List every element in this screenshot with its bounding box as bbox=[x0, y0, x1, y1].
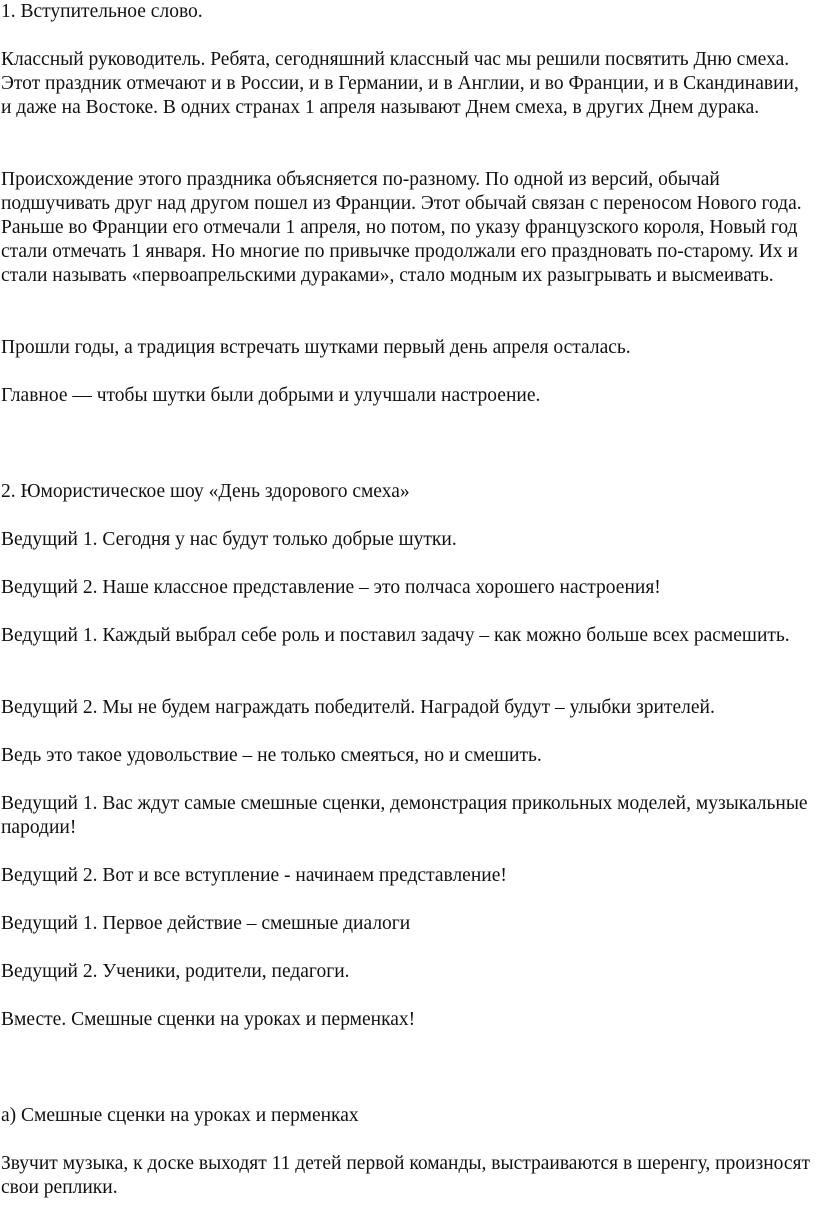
paragraph-pleasure: Ведь это такое удовольствие – не только смеяться, но и смешить. bbox=[1, 745, 542, 766]
paragraph-host2-line2: Ведущий 2. Мы не будем награждать победителй. Наградой будут – улыбки зрителей. bbox=[1, 697, 715, 718]
paragraph-origin: Происхождение этого праздника объясняется по-разному. По одной из версий, обычай подшучивать друг над другом пошел из Франции. Этот обычай связан с переносом Нового года. Раньше во Франции его отмечали 1 апреля, но потом, по указу французского короля, Новый год стали отмечать 1 января. Но многие по привычке продолжали его праздновать по-старому. Их и стали называть «первоапрельскими дураками», стало модным их разыгрывать и высмеивать. bbox=[1, 169, 802, 286]
paragraph-tradition: Прошли годы, а традиция встречать шутками первый день апреля осталась. bbox=[1, 337, 631, 358]
paragraph-main-point: Главное — чтобы шутки были добрыми и улучшали настроение. bbox=[1, 385, 541, 406]
paragraph-host1-line2: Ведущий 1. Каждый выбрал себе роль и поставил задачу – как можно больше всех расмешить. bbox=[1, 625, 790, 646]
paragraph-together: Вместе. Смешные сценки на уроках и перменках! bbox=[1, 1009, 416, 1030]
paragraph-music: Звучит музыка, к доске выходят 11 детей первой команды, выстраиваются в шеренгу, произносят свои реплики. bbox=[1, 1153, 811, 1198]
paragraph-host2-line3: Ведущий 2. Вот и все вступление - начинаем представление! bbox=[1, 865, 507, 886]
paragraph-host1-line1: Ведущий 1. Сегодня у нас будут только добрые шутки. bbox=[1, 529, 457, 550]
paragraph-intro-heading: 1. Вступительное слово. bbox=[1, 1, 203, 22]
paragraph-host2-line1: Ведущий 2. Наше классное представление – это полчаса хорошего настроения! bbox=[1, 577, 661, 598]
paragraph-host1-line3: Ведущий 1. Вас ждут самые смешные сценки, демонстрация прикольных моделей, музыкальные пародии! bbox=[1, 793, 808, 838]
paragraph-host2-line4: Ведущий 2. Ученики, родители, педагоги. bbox=[1, 961, 350, 982]
paragraph-teacher-intro: Классный руководитель. Ребята, сегодняшний классный час мы решили посвятить Дню смеха. Этот праздник отмечают и в России, и в Германии, и в Англии, и во Франции, и в Скандинавии, и даже на Востоке. В одних странах 1 апреля называют Днем смеха, в других Днем дурака. bbox=[1, 49, 799, 118]
paragraph-scenes-heading: а) Смешные сценки на уроках и перменках bbox=[1, 1105, 359, 1126]
paragraph-show-heading: 2. Юмористическое шоу «День здорового смеха» bbox=[1, 481, 410, 502]
paragraph-host1-line4: Ведущий 1. Первое действие – смешные диалоги bbox=[1, 913, 411, 934]
